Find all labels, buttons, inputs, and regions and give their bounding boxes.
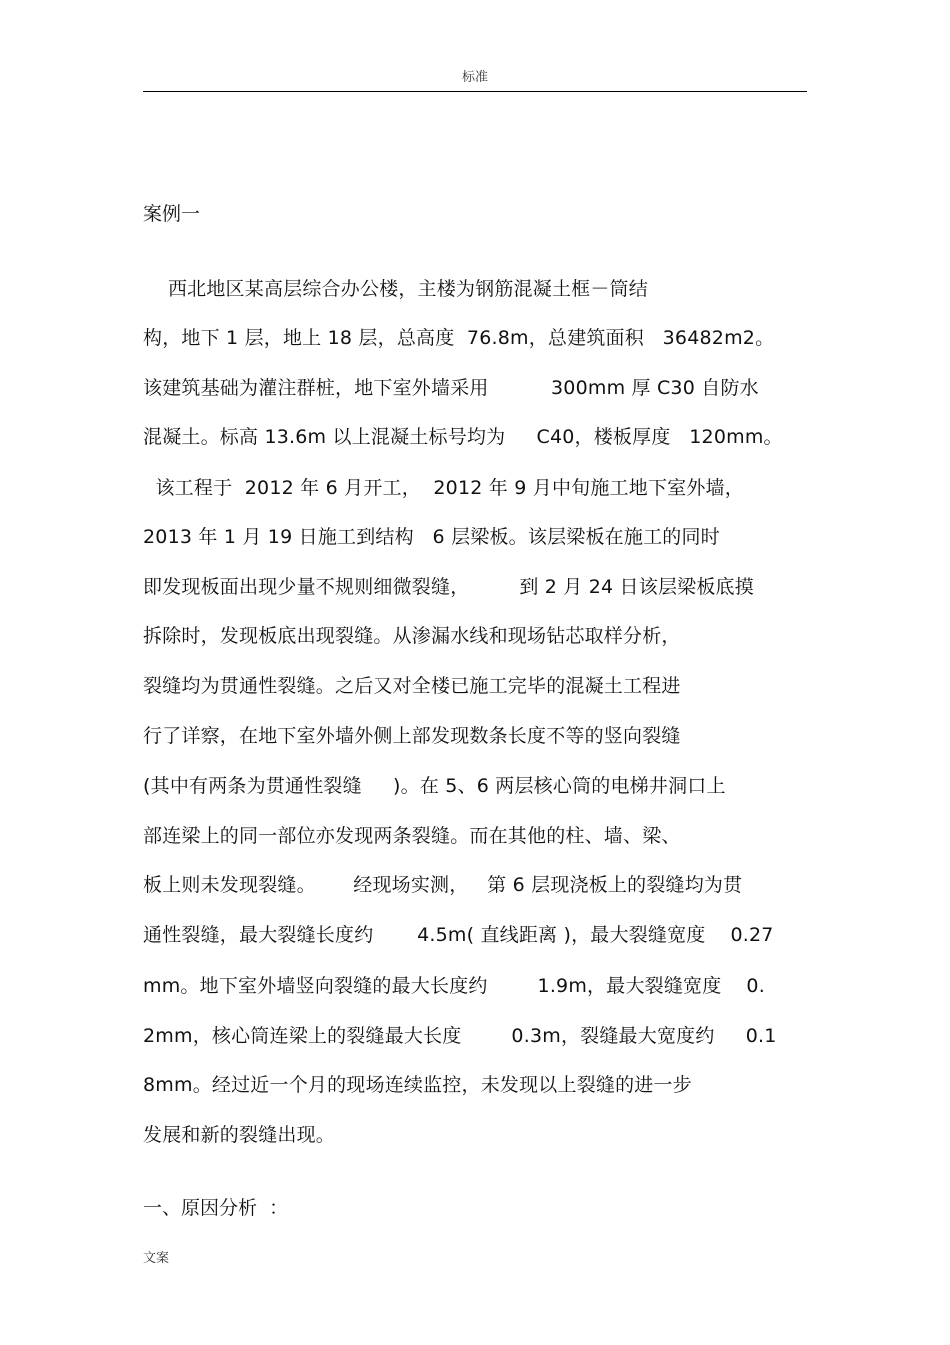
paragraph-line: 2mm，核心筒连梁上的裂缝最大长度 0.3m，裂缝最大宽度约 0.1 [143,1025,777,1047]
case-title: 案例一 [143,203,201,225]
paragraph-line: 2013 年 1 月 19 日施工到结构 6 层梁板。该层梁板在施工的同时 [143,526,720,548]
paragraph-line: (其中有两条为贯通性裂缝 )。在 5、6 两层核心筒的电梯井洞口上 [143,775,726,797]
paragraph-line: 发展和新的裂缝出现。 [143,1124,336,1146]
section-heading: 一、原因分析 ： [143,1197,289,1219]
paragraph-line: 该建筑基础为灌注群桩，地下室外墙采用 300mm 厚 C30 自防水 [143,377,759,399]
paragraph-line: 构，地下 1 层，地上 18 层，总高度 76.8m，总建筑面积 36482m2。 [143,327,775,349]
paragraph-line: 裂缝均为贯通性裂缝。之后又对全楼已施工完毕的混凝土工程进 [143,675,681,697]
paragraph-line: 混凝土。标高 13.6m 以上混凝土标号均为 C40，楼板厚度 120mm。 [143,426,783,448]
paragraph-line: 部连梁上的同一部位亦发现两条裂缝。而在其他的柱、墙、梁、 [143,825,681,847]
paragraph-line: 板上则未发现裂缝。 经现场实测， 第 6 层现浇板上的裂缝均为贯 [143,874,743,896]
page-footer: 文案 [143,1251,170,1266]
paragraph-line: 该工程于 2012 年 6 月开工， 2012 年 9 月中旬施工地下室外墙， [143,477,744,499]
paragraph-line: 西北地区某高层综合办公楼，主楼为钢筋混凝土框－筒结 [143,278,648,300]
paragraph-line: 通性裂缝，最大裂缝长度约 4.5m( 直线距离 )，最大裂缝宽度 0.27 [143,924,774,946]
paragraph-line: 拆除时，发现板底出现裂缝。从渗漏水线和现场钻芯取样分析， [143,625,681,647]
paragraph-line: 行了详察，在地下室外墙外侧上部发现数条长度不等的竖向裂缝 [143,725,681,747]
paragraph-line: 8mm。经过近一个月的现场连续监控，未发现以上裂缝的进一步 [143,1074,692,1096]
header-divider [143,91,807,92]
paragraph-line: 即发现板面出现少量不规则细微裂缝， 到 2 月 24 日该层梁板底摸 [143,576,754,598]
page-header: 标准 [461,70,488,85]
paragraph-line: mm。地下室外墙竖向裂缝的最大长度约 1.9m，最大裂缝宽度 0. [143,975,765,997]
